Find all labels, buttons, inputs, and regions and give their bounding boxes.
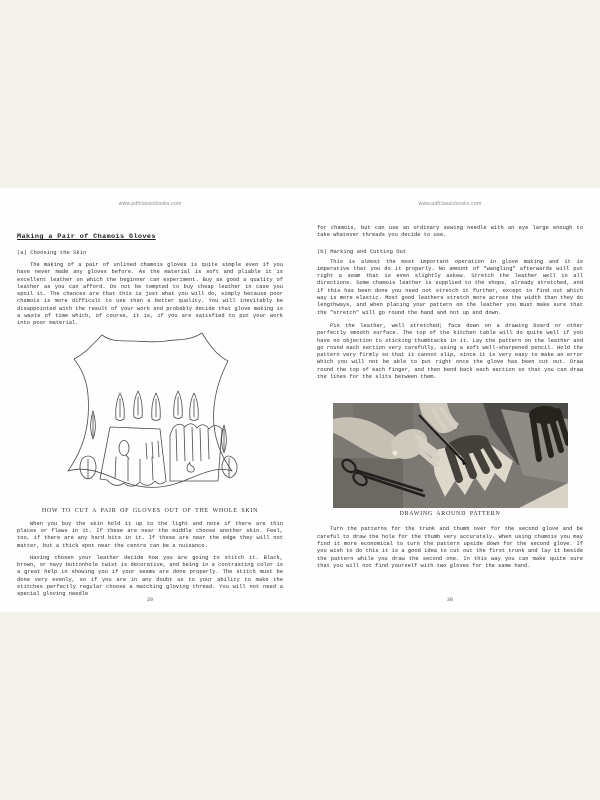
page-number: 29: [146, 597, 153, 603]
skin-outline: [68, 333, 232, 487]
right-trunk-pattern: [170, 423, 222, 480]
paragraph: Turn the patterns for the trunk and thumb over for the second glove and be careful to draw the hole for the thumb very accurately. When using chamois you may find it more economical to turn the pattern upside down for the second glove. If you wish to do this it is a good idea to cut out the first trunk and lay it beside the pattern while you draw the second one. In this way you can make quite sure that you will not find yourself with two gloves for the same hand.: [317, 526, 583, 569]
paragraph: for chamois, but can use an ordinary sewing needle with an eye large enough to take whatever threads you decide to use.: [317, 225, 583, 239]
skin-diagram-figure: [17, 329, 283, 505]
drawing-around-pattern-photo: [333, 403, 568, 508]
header-url: www.pdfclassicbooks.com: [418, 201, 482, 207]
page-number: 30: [446, 597, 453, 603]
figure-caption: HOW TO CUT A PAIR OF GLOVES OUT OF THE WHOLE SKIN: [41, 507, 259, 514]
section-heading-b: (b) Marking and Cutting Out: [317, 247, 407, 255]
paragraph: This is almost the most important operation in glove making and it is imperative that you do it properly. No amount of "wangling" afterwards will put right a seam that is even slightly askew. Stretch the leather well in all directions. Some chamois leather is supplied to the shops, already stretched, and if this has been done you need not stretch it further, except to find out which way is more elastic. Most good leathers stretch more across the width than they do lengthways, and when placing your pattern on the leather you must make sure that the "stretch" will go round the hand and not up and down.: [317, 258, 583, 316]
ring: [392, 451, 397, 456]
left-page: [0, 188, 300, 612]
paragraph: Pin the leather, well stretched; face down on a drawing board or other perfectly smooth surface. The top of the kitchen table will do quite well if you have no objection to sticking thumbtacks in it. Lay the pattern on the leather and go round each section very carefully, using a soft well-sharpened pencil. Hold the pattern very firmly so that it cannot slip, since it is very easy to make an error which you will not be able to put right once the glove has been cut out. Draw round the top of each finger, and then bend back each section so that you can draw the lines for the slits between them.: [317, 322, 583, 381]
photo-caption: DRAWING AROUND PATTERN: [399, 511, 501, 518]
fourchette-pieces: [116, 391, 199, 421]
section-heading-a: (a) Choosing the Skin: [17, 249, 87, 256]
left-trunk-pattern: [100, 427, 166, 486]
paragraph: When you buy the skin hold it up to the light and note if there are thin places or flaws in it. If these are near the middle choose another skin. Feel, too, if there are any hard bits in it. If these are near the edge they will not matter, but a thick spot near the centre can be a nuisance.: [17, 520, 283, 549]
paragraph: The making of a pair of unlined chamois gloves is quite simple even if you have never made any gloves before. As the material is soft and pliable it is excellent leather on which the beginner can experiment. Buy as good a quality of leather as you can afford. Do not be tempted to buy cheap leather in case you spoil it. The chances are that this is just what you will do, simply because poor chamois is more difficult to use than a better quality. You will inevitably be disappointed with the result of your work and probably decide that glove making is a waste of time which, of course, it is, if you are satisfied to put your work into poor material.: [17, 262, 283, 327]
right-page: [300, 188, 600, 612]
paragraph: Having chosen your leather decide how you are going to stitch it. Black, brown, or navy buttonhole twist is decorative, and being in a contrasting color is a great help in showing you if your seams are done properly. The stitch must be done very evenly, so if you are in any doubt as to your ability to make the stitches perfectly regular choose a matching gloving thread. You will not need a special gloving needle: [17, 554, 283, 598]
book-spread: [0, 188, 600, 612]
chapter-title: Making a Pair of Chamois Gloves: [17, 233, 156, 241]
skin-cutting-diagram: [60, 329, 240, 505]
header-url: www.pdfclassicbooks.com: [118, 201, 182, 207]
photo-figure: [317, 403, 583, 508]
